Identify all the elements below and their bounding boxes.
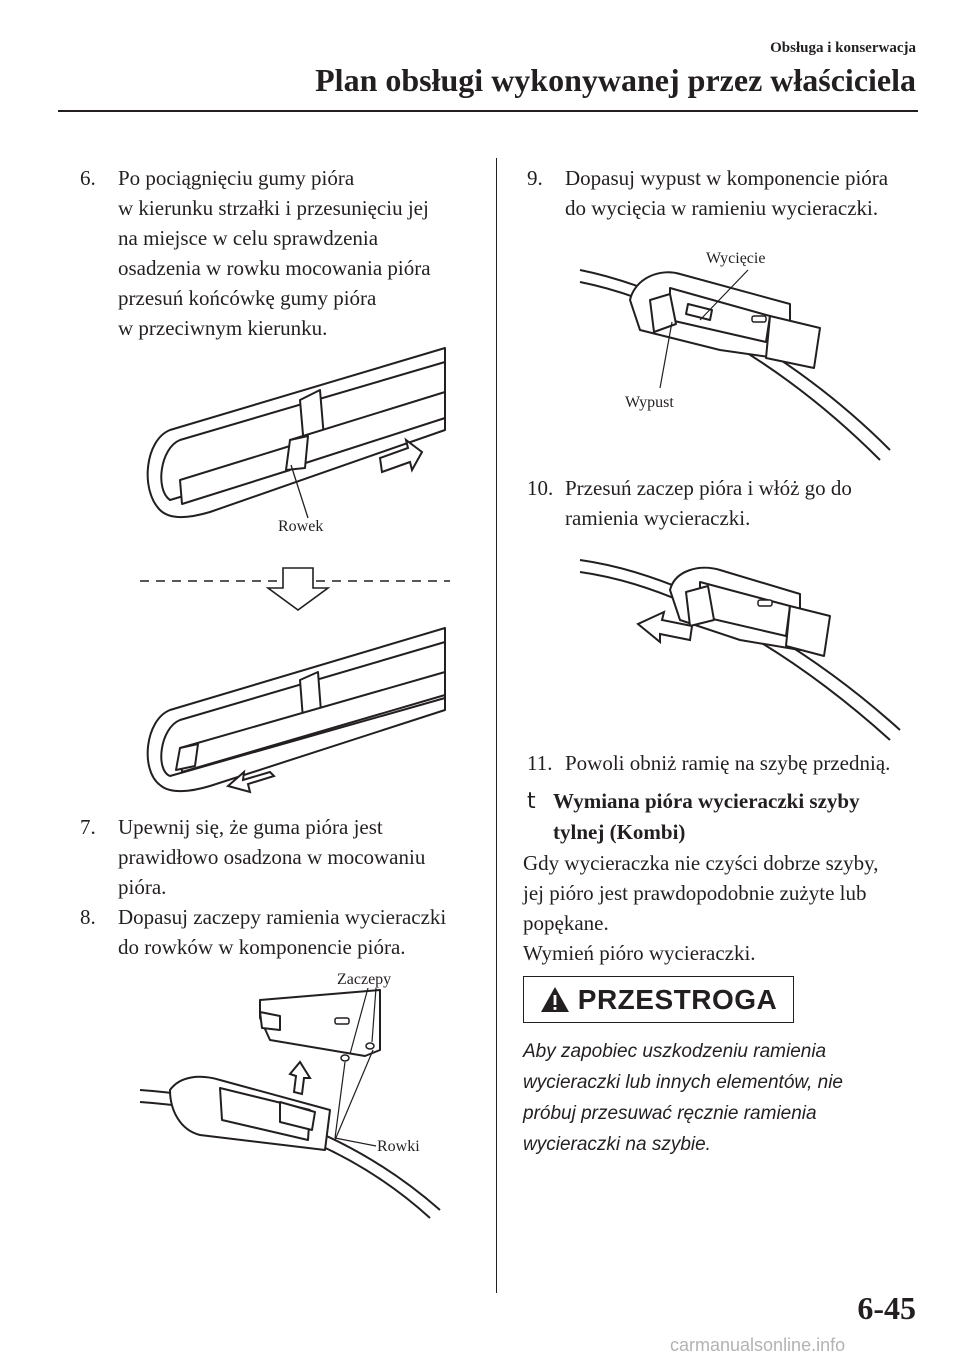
step-7: 7. Upewnij się, że guma pióra jest prawidłowo osadzona w mocowaniu pióra.	[80, 815, 426, 899]
body-paragraph: Gdy wycieraczka nie czyści dobrze szyby, jej pióro jest prawdopodobnie zużyte lub popękane. Wymień pióro wycieraczki.	[523, 851, 879, 965]
header-rule	[58, 110, 918, 112]
down-arrow-icon	[140, 566, 450, 616]
step-10: 10. Przesuń zaczep pióra i włóż go do ramienia wycieraczki.	[527, 476, 852, 530]
wiper-arm-clips-figure	[140, 990, 440, 1220]
wiper-blade-figure-2	[140, 620, 460, 800]
column-divider	[496, 158, 497, 1293]
watermark: carmanualsonline.info	[670, 1335, 846, 1355]
notch-label: Wycięcie	[706, 250, 766, 267]
step-text: Po pociągnięciu gumy pióra w kierunku strzałki i przesunięciu jej na miejsce w celu sprawdzenia osadzenia w rowku mocowania pióra przesuń końcówkę gumy pióra w przeciwnym kierunku.	[118, 166, 431, 340]
step-number: 6.	[80, 166, 96, 190]
wiper-blade-figure-1	[140, 340, 460, 540]
section-bullet: t	[527, 789, 536, 814]
groove-label: Rowek	[278, 518, 324, 535]
blade-insert-figure	[580, 550, 910, 740]
grooves-label: Rowki	[377, 1138, 420, 1155]
section-label: Obsługa i konserwacja	[770, 40, 916, 56]
step-6	[80, 163, 480, 343]
clips-label: Zaczepy	[337, 971, 392, 988]
caution-text: Aby zapobiec uszkodzeniu ramienia wycieraczki lub innych elementów, nie próbuj przesuwać ręcznie ramienia wycieraczki na szybie.	[523, 1041, 843, 1155]
step-9: 9. Dopasuj wypust w komponencie pióra do wycięcia w ramieniu wycieraczki.	[527, 166, 889, 220]
tab-label: Wypust	[625, 394, 674, 411]
caution-label: PRZESTROGA	[577, 983, 778, 1015]
warning-triangle-icon	[540, 986, 570, 1013]
page-title: Plan obsługi wykonywanej przez właściciela	[315, 62, 916, 98]
section-subheading: t Wymiana pióra wycieraczki szyby tylnej (Kombi)	[527, 786, 937, 848]
page-number: 6-45	[857, 1290, 916, 1326]
blade-tab-figure	[580, 260, 900, 470]
step-8: 8. Dopasuj zaczepy ramienia wycieraczki do rowków w komponencie pióra.	[80, 905, 447, 959]
caution-box	[523, 976, 794, 1023]
step-11: 11. Powoli obniż ramię na szybę przednią.	[527, 751, 891, 775]
